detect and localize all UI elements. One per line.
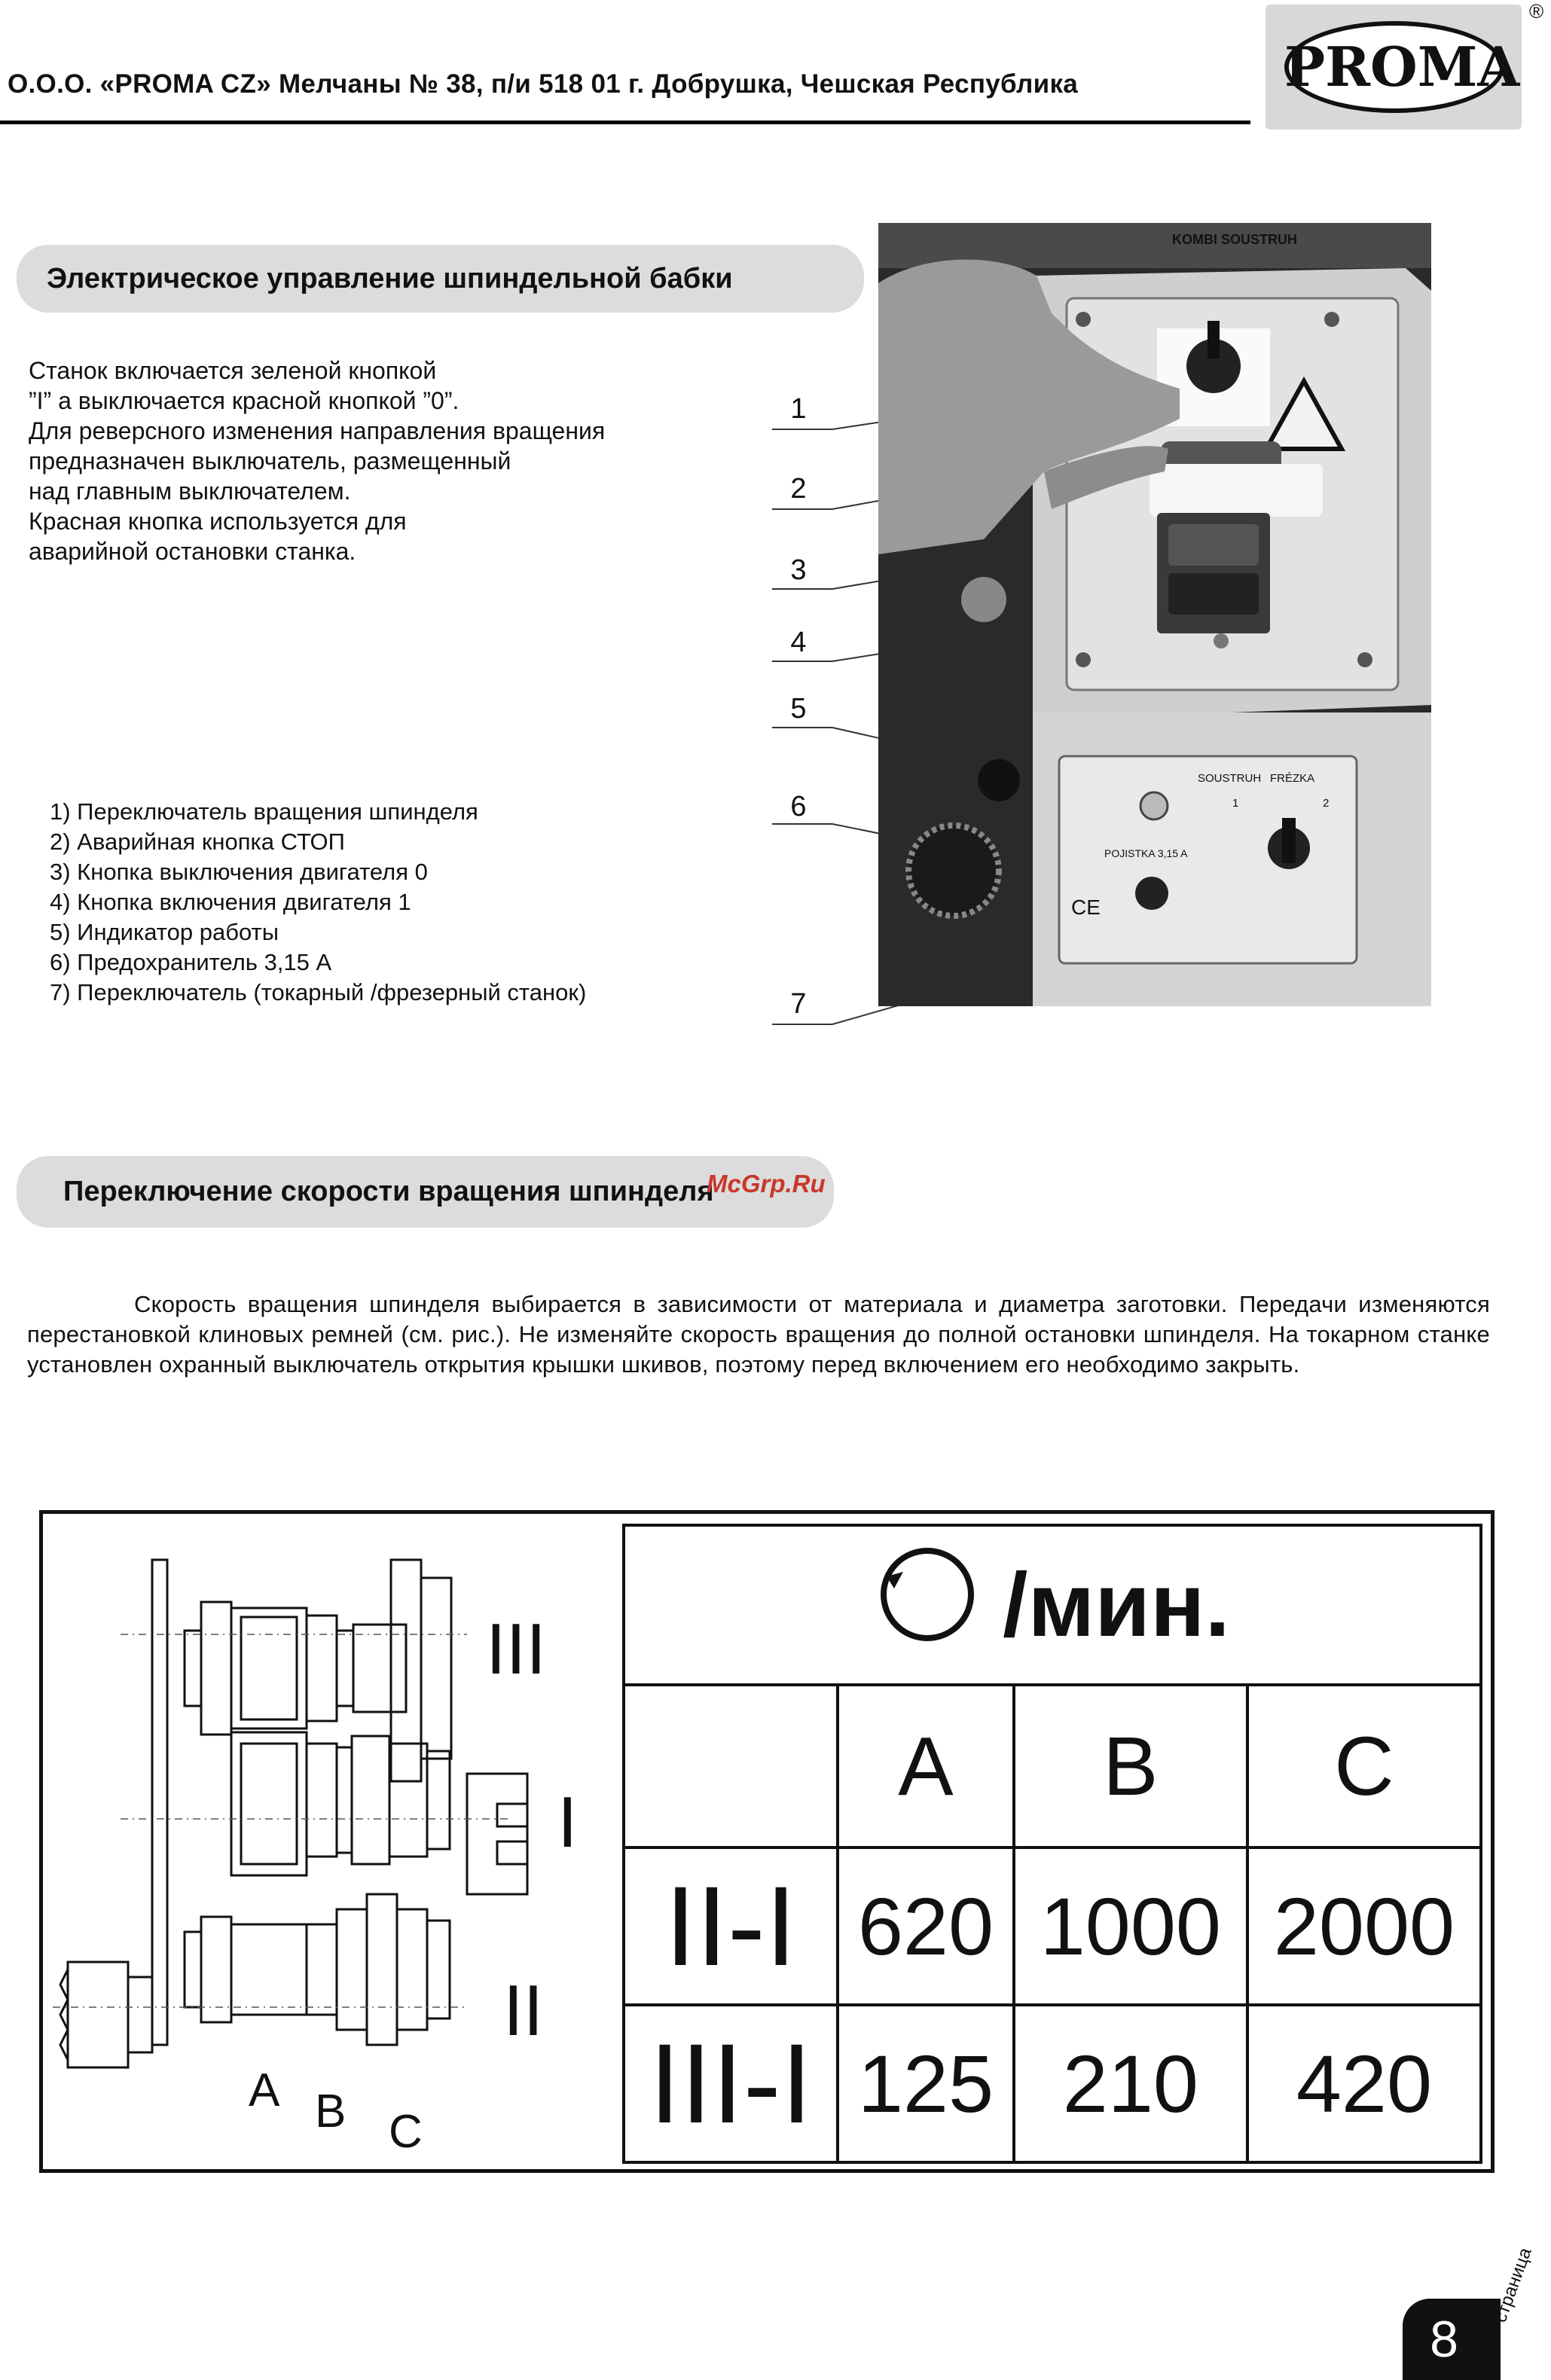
legend-item: 6) Предохранитель 3,15 А	[50, 949, 332, 975]
intro-line: Для реверсного изменения направления вращения	[29, 417, 606, 444]
section-title-speed: Переключение скорости вращения шпинделя	[17, 1156, 834, 1228]
photo-label-mode1: SOUSTRUH	[1198, 772, 1262, 785]
pulley-label-a: A	[249, 2064, 280, 2116]
rpm-value: 620	[838, 1848, 1014, 2005]
shaft-label-III: III	[486, 1609, 547, 1689]
col-header-a: A	[838, 1685, 1014, 1848]
shaft-label-I: I	[557, 1782, 578, 1863]
intro-line: Красная кнопка используется для	[29, 508, 407, 535]
row-label-iii-i: III-I	[624, 2005, 838, 2162]
proma-logo: PROMA	[1284, 35, 1520, 99]
section-title-electrical: Электрическое управление шпиндельной бабки	[17, 245, 864, 313]
rpm-unit-label: /мин.	[1003, 1555, 1230, 1655]
rpm-value: 210	[1014, 2005, 1247, 2162]
header-address: О.О.О. «PROMA CZ» Мелчаны № 38, п/и 518 01 г. Добрушка, Чешская Республика	[8, 69, 1079, 99]
callout-1: 1	[790, 393, 807, 425]
pulley-label-c: C	[389, 2106, 423, 2158]
callout-4: 4	[790, 627, 807, 658]
photo-label-pos2: 2	[1323, 797, 1330, 810]
watermark: McGrp.Ru	[707, 1170, 826, 1198]
photo-label-mode2: FRÉZKA	[1270, 772, 1315, 785]
callout-3: 3	[790, 554, 807, 586]
legend-item: 7) Переключатель (токарный /фрезерный станок)	[50, 979, 587, 1005]
photo-label-brand: KOMBI SOUSTRUH	[1172, 232, 1297, 247]
intro-line: Станок включается зеленой кнопкой	[29, 357, 437, 384]
shaft-label-II: II	[503, 1970, 544, 2051]
corner-cell	[624, 1685, 838, 1848]
rpm-value: 125	[838, 2005, 1014, 2162]
rotation-icon	[875, 1542, 980, 1668]
intro-line: предназначен выключатель, размещенный	[29, 447, 511, 474]
legend-item: 3) Кнопка выключения двигателя 0	[50, 859, 428, 885]
callout-2: 2	[790, 473, 807, 505]
legend-item: 5) Индикатор работы	[50, 919, 279, 945]
callout-7: 7	[790, 988, 807, 1020]
page-word: страница	[1490, 2244, 1536, 2326]
page-number: 8	[1430, 2311, 1458, 2368]
row-label-ii-i: II-I	[624, 1848, 838, 2005]
intro-line: ”I” а выключается красной кнопкой ”0”.	[29, 387, 459, 414]
photo-label-fuse: POJISTKA 3,15 A	[1104, 847, 1188, 859]
intro-line: над главным выключателем.	[29, 478, 351, 505]
rpm-value: 2000	[1247, 1848, 1481, 2005]
photo-label-ce: CE	[1071, 896, 1101, 919]
speed-paragraph: Скорость вращения шпинделя выбирается в зависимости от материала и диаметра заготовки. Передачи изменяются перестановкой клиновых ремней (см. рис.). Не изменяйте скорость вращения до полной остановки шпинделя. На токарном станке установлен охранный выключатель открытия крышки шкивов, поэтому перед включением его необходимо закрыть.	[27, 1291, 1490, 1378]
rpm-unit-cell	[624, 1525, 1481, 1685]
control-panel-photo	[878, 223, 1431, 1006]
col-header-b: B	[1014, 1685, 1247, 1848]
col-header-c: C	[1247, 1685, 1481, 1848]
callout-5: 5	[790, 693, 807, 725]
rpm-value: 420	[1247, 2005, 1481, 2162]
legend-item: 2) Аварийная кнопка СТОП	[50, 828, 345, 855]
rpm-table	[622, 1524, 1482, 2164]
registered-mark: ®	[1529, 0, 1544, 23]
intro-line: аварийной остановки станка.	[29, 538, 356, 565]
legend-item: 1) Переключатель вращения шпинделя	[50, 798, 478, 825]
legend-item: 4) Кнопка включения двигателя 1	[50, 889, 411, 915]
rpm-value: 1000	[1014, 1848, 1247, 2005]
callout-6: 6	[790, 791, 807, 822]
pulley-label-b: B	[315, 2086, 347, 2137]
photo-label-pos1: 1	[1232, 797, 1239, 810]
